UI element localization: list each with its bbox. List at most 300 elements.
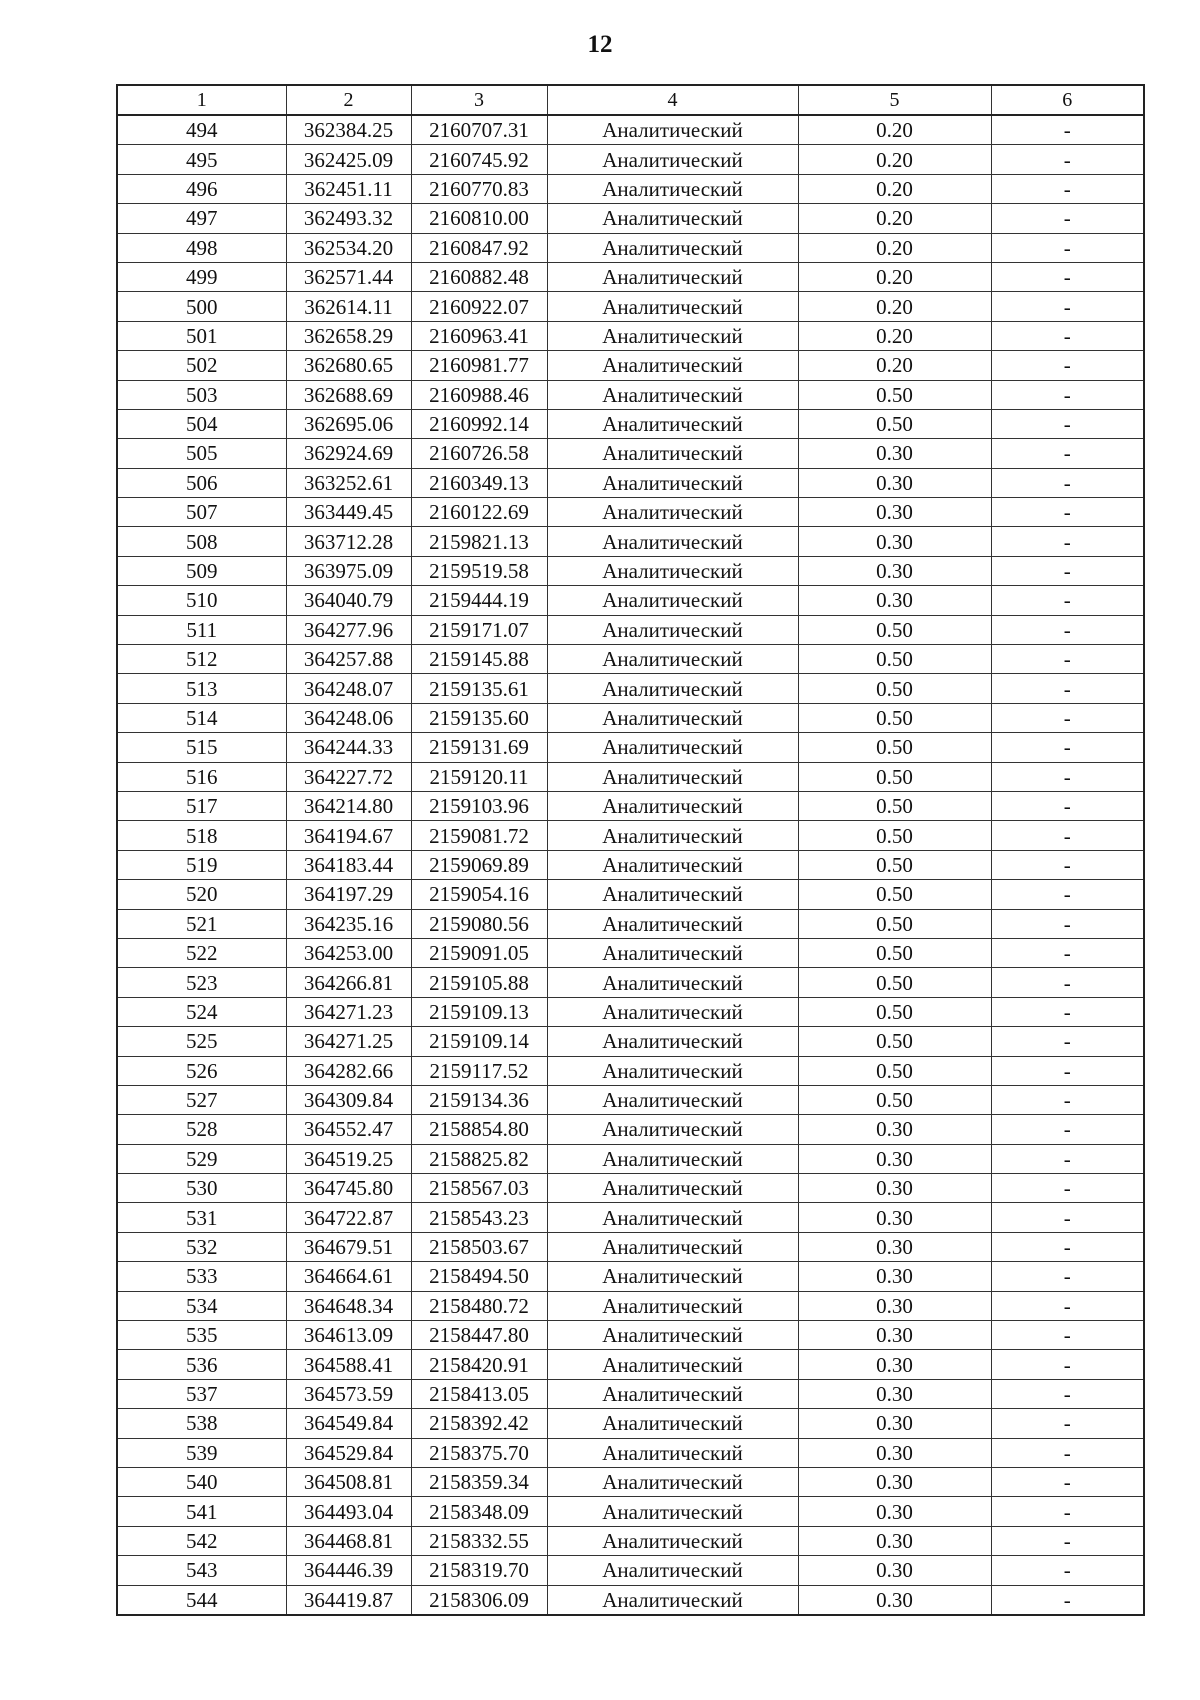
y-coordinate-cell: 2159821.13 (411, 527, 547, 556)
accuracy-cell: 0.20 (798, 115, 991, 145)
method-cell: Аналитический (547, 674, 798, 703)
point-number-cell: 532 (117, 1232, 286, 1261)
point-number-cell: 519 (117, 850, 286, 879)
y-coordinate-cell: 2159103.96 (411, 791, 547, 820)
method-cell: Аналитический (547, 439, 798, 468)
point-number-cell: 536 (117, 1350, 286, 1379)
point-number-cell: 529 (117, 1144, 286, 1173)
table-row (117, 233, 1144, 262)
table-row (117, 586, 1144, 615)
y-coordinate-cell: 2159117.52 (411, 1056, 547, 1085)
x-coordinate-cell: 362534.20 (286, 233, 411, 262)
accuracy-cell: 0.20 (798, 262, 991, 291)
accuracy-cell: 0.20 (798, 233, 991, 262)
y-coordinate-cell: 2159081.72 (411, 821, 547, 850)
y-coordinate-cell: 2160349.13 (411, 468, 547, 497)
table-row (117, 850, 1144, 879)
column-header: 6 (991, 85, 1144, 115)
x-coordinate-cell: 364664.61 (286, 1262, 411, 1291)
note-cell: - (991, 674, 1144, 703)
point-number-cell: 505 (117, 439, 286, 468)
note-cell: - (991, 880, 1144, 909)
method-cell: Аналитический (547, 1262, 798, 1291)
note-cell: - (991, 762, 1144, 791)
column-header: 2 (286, 85, 411, 115)
point-number-cell: 497 (117, 204, 286, 233)
point-number-cell: 508 (117, 527, 286, 556)
accuracy-cell: 0.20 (798, 174, 991, 203)
accuracy-cell: 0.30 (798, 1497, 991, 1526)
note-cell: - (991, 1144, 1144, 1173)
accuracy-cell: 0.30 (798, 1262, 991, 1291)
y-coordinate-cell: 2158420.91 (411, 1350, 547, 1379)
accuracy-cell: 0.50 (798, 762, 991, 791)
x-coordinate-cell: 364679.51 (286, 1232, 411, 1261)
point-number-cell: 543 (117, 1556, 286, 1585)
x-coordinate-cell: 362614.11 (286, 292, 411, 321)
method-cell: Аналитический (547, 1350, 798, 1379)
note-cell: - (991, 1497, 1144, 1526)
method-cell: Аналитический (547, 1056, 798, 1085)
point-number-cell: 511 (117, 615, 286, 644)
accuracy-cell: 0.50 (798, 968, 991, 997)
table-row (117, 997, 1144, 1026)
accuracy-cell: 0.50 (798, 615, 991, 644)
y-coordinate-cell: 2159109.14 (411, 1027, 547, 1056)
accuracy-cell: 0.30 (798, 1409, 991, 1438)
y-coordinate-cell: 2158503.67 (411, 1232, 547, 1261)
y-coordinate-cell: 2160770.83 (411, 174, 547, 203)
point-number-cell: 530 (117, 1174, 286, 1203)
table-row (117, 880, 1144, 909)
method-cell: Аналитический (547, 1321, 798, 1350)
method-cell: Аналитический (547, 1379, 798, 1408)
method-cell: Аналитический (547, 1232, 798, 1261)
point-number-cell: 531 (117, 1203, 286, 1232)
note-cell: - (991, 1262, 1144, 1291)
accuracy-cell: 0.50 (798, 791, 991, 820)
method-cell: Аналитический (547, 527, 798, 556)
y-coordinate-cell: 2160988.46 (411, 380, 547, 409)
accuracy-cell: 0.30 (798, 1203, 991, 1232)
point-number-cell: 533 (117, 1262, 286, 1291)
y-coordinate-cell: 2159109.13 (411, 997, 547, 1026)
point-number-cell: 516 (117, 762, 286, 791)
table-header (117, 85, 1144, 115)
x-coordinate-cell: 362571.44 (286, 262, 411, 291)
x-coordinate-cell: 363449.45 (286, 498, 411, 527)
point-number-cell: 542 (117, 1526, 286, 1555)
table-row (117, 733, 1144, 762)
x-coordinate-cell: 364253.00 (286, 938, 411, 967)
accuracy-cell: 0.30 (798, 439, 991, 468)
y-coordinate-cell: 2160726.58 (411, 439, 547, 468)
accuracy-cell: 0.30 (798, 1467, 991, 1496)
table-row (117, 1438, 1144, 1467)
accuracy-cell: 0.50 (798, 380, 991, 409)
x-coordinate-cell: 364745.80 (286, 1174, 411, 1203)
y-coordinate-cell: 2159120.11 (411, 762, 547, 791)
note-cell: - (991, 1438, 1144, 1467)
page-number: 12 (587, 31, 613, 58)
note-cell: - (991, 791, 1144, 820)
note-cell: - (991, 1467, 1144, 1496)
y-coordinate-cell: 2159054.16 (411, 880, 547, 909)
point-number-cell: 517 (117, 791, 286, 820)
note-cell: - (991, 1027, 1144, 1056)
point-number-cell: 498 (117, 233, 286, 262)
method-cell: Аналитический (547, 1497, 798, 1526)
x-coordinate-cell: 362658.29 (286, 321, 411, 350)
table-row (117, 1526, 1144, 1555)
table-row (117, 439, 1144, 468)
point-number-cell: 534 (117, 1291, 286, 1320)
y-coordinate-cell: 2158543.23 (411, 1203, 547, 1232)
method-cell: Аналитический (547, 938, 798, 967)
note-cell: - (991, 1321, 1144, 1350)
y-coordinate-cell: 2158319.70 (411, 1556, 547, 1585)
accuracy-cell: 0.20 (798, 351, 991, 380)
table-row (117, 174, 1144, 203)
note-cell: - (991, 1232, 1144, 1261)
y-coordinate-cell: 2160922.07 (411, 292, 547, 321)
point-number-cell: 496 (117, 174, 286, 203)
accuracy-cell: 0.30 (798, 1232, 991, 1261)
x-coordinate-cell: 364271.25 (286, 1027, 411, 1056)
method-cell: Аналитический (547, 233, 798, 262)
y-coordinate-cell: 2159135.60 (411, 703, 547, 732)
table-row (117, 1379, 1144, 1408)
x-coordinate-cell: 362384.25 (286, 115, 411, 145)
note-cell: - (991, 821, 1144, 850)
x-coordinate-cell: 364257.88 (286, 645, 411, 674)
x-coordinate-cell: 364040.79 (286, 586, 411, 615)
y-coordinate-cell: 2158447.80 (411, 1321, 547, 1350)
point-number-cell: 503 (117, 380, 286, 409)
method-cell: Аналитический (547, 1585, 798, 1615)
note-cell: - (991, 1085, 1144, 1114)
table-row (117, 380, 1144, 409)
table-row (117, 1262, 1144, 1291)
y-coordinate-cell: 2160745.92 (411, 145, 547, 174)
point-number-cell: 520 (117, 880, 286, 909)
point-number-cell: 528 (117, 1115, 286, 1144)
y-coordinate-cell: 2158494.50 (411, 1262, 547, 1291)
x-coordinate-cell: 362493.32 (286, 204, 411, 233)
table-row (117, 1291, 1144, 1320)
table-row (117, 1115, 1144, 1144)
column-header: 3 (411, 85, 547, 115)
x-coordinate-cell: 362680.65 (286, 351, 411, 380)
note-cell: - (991, 615, 1144, 644)
y-coordinate-cell: 2160707.31 (411, 115, 547, 145)
note-cell: - (991, 233, 1144, 262)
method-cell: Аналитический (547, 145, 798, 174)
table-row (117, 1585, 1144, 1615)
table-row (117, 938, 1144, 967)
point-number-cell: 540 (117, 1467, 286, 1496)
method-cell: Аналитический (547, 1291, 798, 1320)
note-cell: - (991, 1409, 1144, 1438)
x-coordinate-cell: 362688.69 (286, 380, 411, 409)
point-number-cell: 523 (117, 968, 286, 997)
note-cell: - (991, 527, 1144, 556)
point-number-cell: 526 (117, 1056, 286, 1085)
y-coordinate-cell: 2159131.69 (411, 733, 547, 762)
note-cell: - (991, 498, 1144, 527)
x-coordinate-cell: 364248.07 (286, 674, 411, 703)
table-row (117, 204, 1144, 233)
x-coordinate-cell: 364309.84 (286, 1085, 411, 1114)
table-row (117, 292, 1144, 321)
header-row (117, 85, 1144, 115)
point-number-cell: 495 (117, 145, 286, 174)
note-cell: - (991, 1115, 1144, 1144)
accuracy-cell: 0.30 (798, 1438, 991, 1467)
table-row (117, 909, 1144, 938)
y-coordinate-cell: 2158413.05 (411, 1379, 547, 1408)
note-cell: - (991, 733, 1144, 762)
point-number-cell: 541 (117, 1497, 286, 1526)
note-cell: - (991, 262, 1144, 291)
method-cell: Аналитический (547, 1438, 798, 1467)
x-coordinate-cell: 364549.84 (286, 1409, 411, 1438)
method-cell: Аналитический (547, 880, 798, 909)
point-number-cell: 513 (117, 674, 286, 703)
x-coordinate-cell: 364244.33 (286, 733, 411, 762)
accuracy-cell: 0.20 (798, 145, 991, 174)
note-cell: - (991, 968, 1144, 997)
x-coordinate-cell: 362695.06 (286, 409, 411, 438)
accuracy-cell: 0.30 (798, 1556, 991, 1585)
accuracy-cell: 0.50 (798, 1085, 991, 1114)
note-cell: - (991, 439, 1144, 468)
note-cell: - (991, 204, 1144, 233)
method-cell: Аналитический (547, 204, 798, 233)
table-row (117, 1321, 1144, 1350)
note-cell: - (991, 409, 1144, 438)
y-coordinate-cell: 2159080.56 (411, 909, 547, 938)
table-row (117, 1203, 1144, 1232)
method-cell: Аналитический (547, 1115, 798, 1144)
y-coordinate-cell: 2159519.58 (411, 556, 547, 585)
x-coordinate-cell: 364277.96 (286, 615, 411, 644)
accuracy-cell: 0.50 (798, 821, 991, 850)
method-cell: Аналитический (547, 909, 798, 938)
x-coordinate-cell: 364266.81 (286, 968, 411, 997)
table-row (117, 1409, 1144, 1438)
y-coordinate-cell: 2158392.42 (411, 1409, 547, 1438)
table-row (117, 1085, 1144, 1114)
table-row (117, 1497, 1144, 1526)
x-coordinate-cell: 364446.39 (286, 1556, 411, 1585)
note-cell: - (991, 850, 1144, 879)
accuracy-cell: 0.30 (798, 556, 991, 585)
point-number-cell: 510 (117, 586, 286, 615)
point-number-cell: 509 (117, 556, 286, 585)
point-number-cell: 499 (117, 262, 286, 291)
y-coordinate-cell: 2158348.09 (411, 1497, 547, 1526)
method-cell: Аналитический (547, 1467, 798, 1496)
point-number-cell: 501 (117, 321, 286, 350)
method-cell: Аналитический (547, 821, 798, 850)
point-number-cell: 539 (117, 1438, 286, 1467)
note-cell: - (991, 115, 1144, 145)
y-coordinate-cell: 2158306.09 (411, 1585, 547, 1615)
x-coordinate-cell: 364248.06 (286, 703, 411, 732)
x-coordinate-cell: 364468.81 (286, 1526, 411, 1555)
table-row (117, 1174, 1144, 1203)
point-number-cell: 494 (117, 115, 286, 145)
note-cell: - (991, 1585, 1144, 1615)
x-coordinate-cell: 364508.81 (286, 1467, 411, 1496)
accuracy-cell: 0.30 (798, 527, 991, 556)
point-number-cell: 514 (117, 703, 286, 732)
x-coordinate-cell: 363975.09 (286, 556, 411, 585)
point-number-cell: 527 (117, 1085, 286, 1114)
table-row (117, 762, 1144, 791)
column-header: 1 (117, 85, 286, 115)
table-row (117, 262, 1144, 291)
point-number-cell: 538 (117, 1409, 286, 1438)
accuracy-cell: 0.50 (798, 645, 991, 674)
y-coordinate-cell: 2159105.88 (411, 968, 547, 997)
x-coordinate-cell: 364271.23 (286, 997, 411, 1026)
y-coordinate-cell: 2160882.48 (411, 262, 547, 291)
method-cell: Аналитический (547, 556, 798, 585)
method-cell: Аналитический (547, 997, 798, 1026)
x-coordinate-cell: 363252.61 (286, 468, 411, 497)
method-cell: Аналитический (547, 1085, 798, 1114)
y-coordinate-cell: 2158359.34 (411, 1467, 547, 1496)
y-coordinate-cell: 2158375.70 (411, 1438, 547, 1467)
y-coordinate-cell: 2158825.82 (411, 1144, 547, 1173)
accuracy-cell: 0.30 (798, 1585, 991, 1615)
x-coordinate-cell: 362425.09 (286, 145, 411, 174)
y-coordinate-cell: 2160122.69 (411, 498, 547, 527)
x-coordinate-cell: 362924.69 (286, 439, 411, 468)
x-coordinate-cell: 364529.84 (286, 1438, 411, 1467)
method-cell: Аналитический (547, 850, 798, 879)
accuracy-cell: 0.50 (798, 909, 991, 938)
accuracy-cell: 0.20 (798, 292, 991, 321)
method-cell: Аналитический (547, 762, 798, 791)
point-number-cell: 544 (117, 1585, 286, 1615)
y-coordinate-cell: 2159069.89 (411, 850, 547, 879)
method-cell: Аналитический (547, 1526, 798, 1555)
note-cell: - (991, 468, 1144, 497)
note-cell: - (991, 351, 1144, 380)
accuracy-cell: 0.50 (798, 1027, 991, 1056)
note-cell: - (991, 1556, 1144, 1585)
method-cell: Аналитический (547, 1144, 798, 1173)
point-number-cell: 535 (117, 1321, 286, 1350)
table-row (117, 968, 1144, 997)
method-cell: Аналитический (547, 409, 798, 438)
point-number-cell: 504 (117, 409, 286, 438)
point-number-cell: 506 (117, 468, 286, 497)
note-cell: - (991, 1379, 1144, 1408)
method-cell: Аналитический (547, 321, 798, 350)
x-coordinate-cell: 362451.11 (286, 174, 411, 203)
accuracy-cell: 0.30 (798, 1350, 991, 1379)
method-cell: Аналитический (547, 586, 798, 615)
point-number-cell: 522 (117, 938, 286, 967)
accuracy-cell: 0.30 (798, 1321, 991, 1350)
y-coordinate-cell: 2158332.55 (411, 1526, 547, 1555)
method-cell: Аналитический (547, 733, 798, 762)
table-row (117, 351, 1144, 380)
method-cell: Аналитический (547, 262, 798, 291)
accuracy-cell: 0.50 (798, 733, 991, 762)
accuracy-cell: 0.20 (798, 321, 991, 350)
x-coordinate-cell: 364588.41 (286, 1350, 411, 1379)
x-coordinate-cell: 364419.87 (286, 1585, 411, 1615)
table-row (117, 645, 1144, 674)
point-number-cell: 525 (117, 1027, 286, 1056)
point-number-cell: 518 (117, 821, 286, 850)
method-cell: Аналитический (547, 380, 798, 409)
method-cell: Аналитический (547, 115, 798, 145)
note-cell: - (991, 321, 1144, 350)
table-row (117, 115, 1144, 145)
accuracy-cell: 0.50 (798, 674, 991, 703)
y-coordinate-cell: 2158854.80 (411, 1115, 547, 1144)
x-coordinate-cell: 364183.44 (286, 850, 411, 879)
table-row (117, 703, 1144, 732)
table-row (117, 674, 1144, 703)
note-cell: - (991, 292, 1144, 321)
accuracy-cell: 0.50 (798, 703, 991, 732)
table-row (117, 1556, 1144, 1585)
method-cell: Аналитический (547, 1203, 798, 1232)
accuracy-cell: 0.50 (798, 997, 991, 1026)
note-cell: - (991, 703, 1144, 732)
y-coordinate-cell: 2158567.03 (411, 1174, 547, 1203)
accuracy-cell: 0.30 (798, 1144, 991, 1173)
note-cell: - (991, 909, 1144, 938)
table-row (117, 1232, 1144, 1261)
x-coordinate-cell: 364493.04 (286, 1497, 411, 1526)
table-row (117, 527, 1144, 556)
accuracy-cell: 0.50 (798, 409, 991, 438)
y-coordinate-cell: 2160992.14 (411, 409, 547, 438)
accuracy-cell: 0.50 (798, 1056, 991, 1085)
table-row (117, 1027, 1144, 1056)
table-body (117, 115, 1144, 1615)
method-cell: Аналитический (547, 615, 798, 644)
note-cell: - (991, 145, 1144, 174)
method-cell: Аналитический (547, 968, 798, 997)
accuracy-cell: 0.30 (798, 586, 991, 615)
note-cell: - (991, 1056, 1144, 1085)
x-coordinate-cell: 364197.29 (286, 880, 411, 909)
table-row (117, 821, 1144, 850)
x-coordinate-cell: 364519.25 (286, 1144, 411, 1173)
x-coordinate-cell: 364282.66 (286, 1056, 411, 1085)
y-coordinate-cell: 2159135.61 (411, 674, 547, 703)
note-cell: - (991, 556, 1144, 585)
note-cell: - (991, 1350, 1144, 1379)
x-coordinate-cell: 364214.80 (286, 791, 411, 820)
accuracy-cell: 0.30 (798, 498, 991, 527)
note-cell: - (991, 645, 1144, 674)
note-cell: - (991, 380, 1144, 409)
accuracy-cell: 0.50 (798, 880, 991, 909)
x-coordinate-cell: 364552.47 (286, 1115, 411, 1144)
y-coordinate-cell: 2158480.72 (411, 1291, 547, 1320)
accuracy-cell: 0.30 (798, 1291, 991, 1320)
